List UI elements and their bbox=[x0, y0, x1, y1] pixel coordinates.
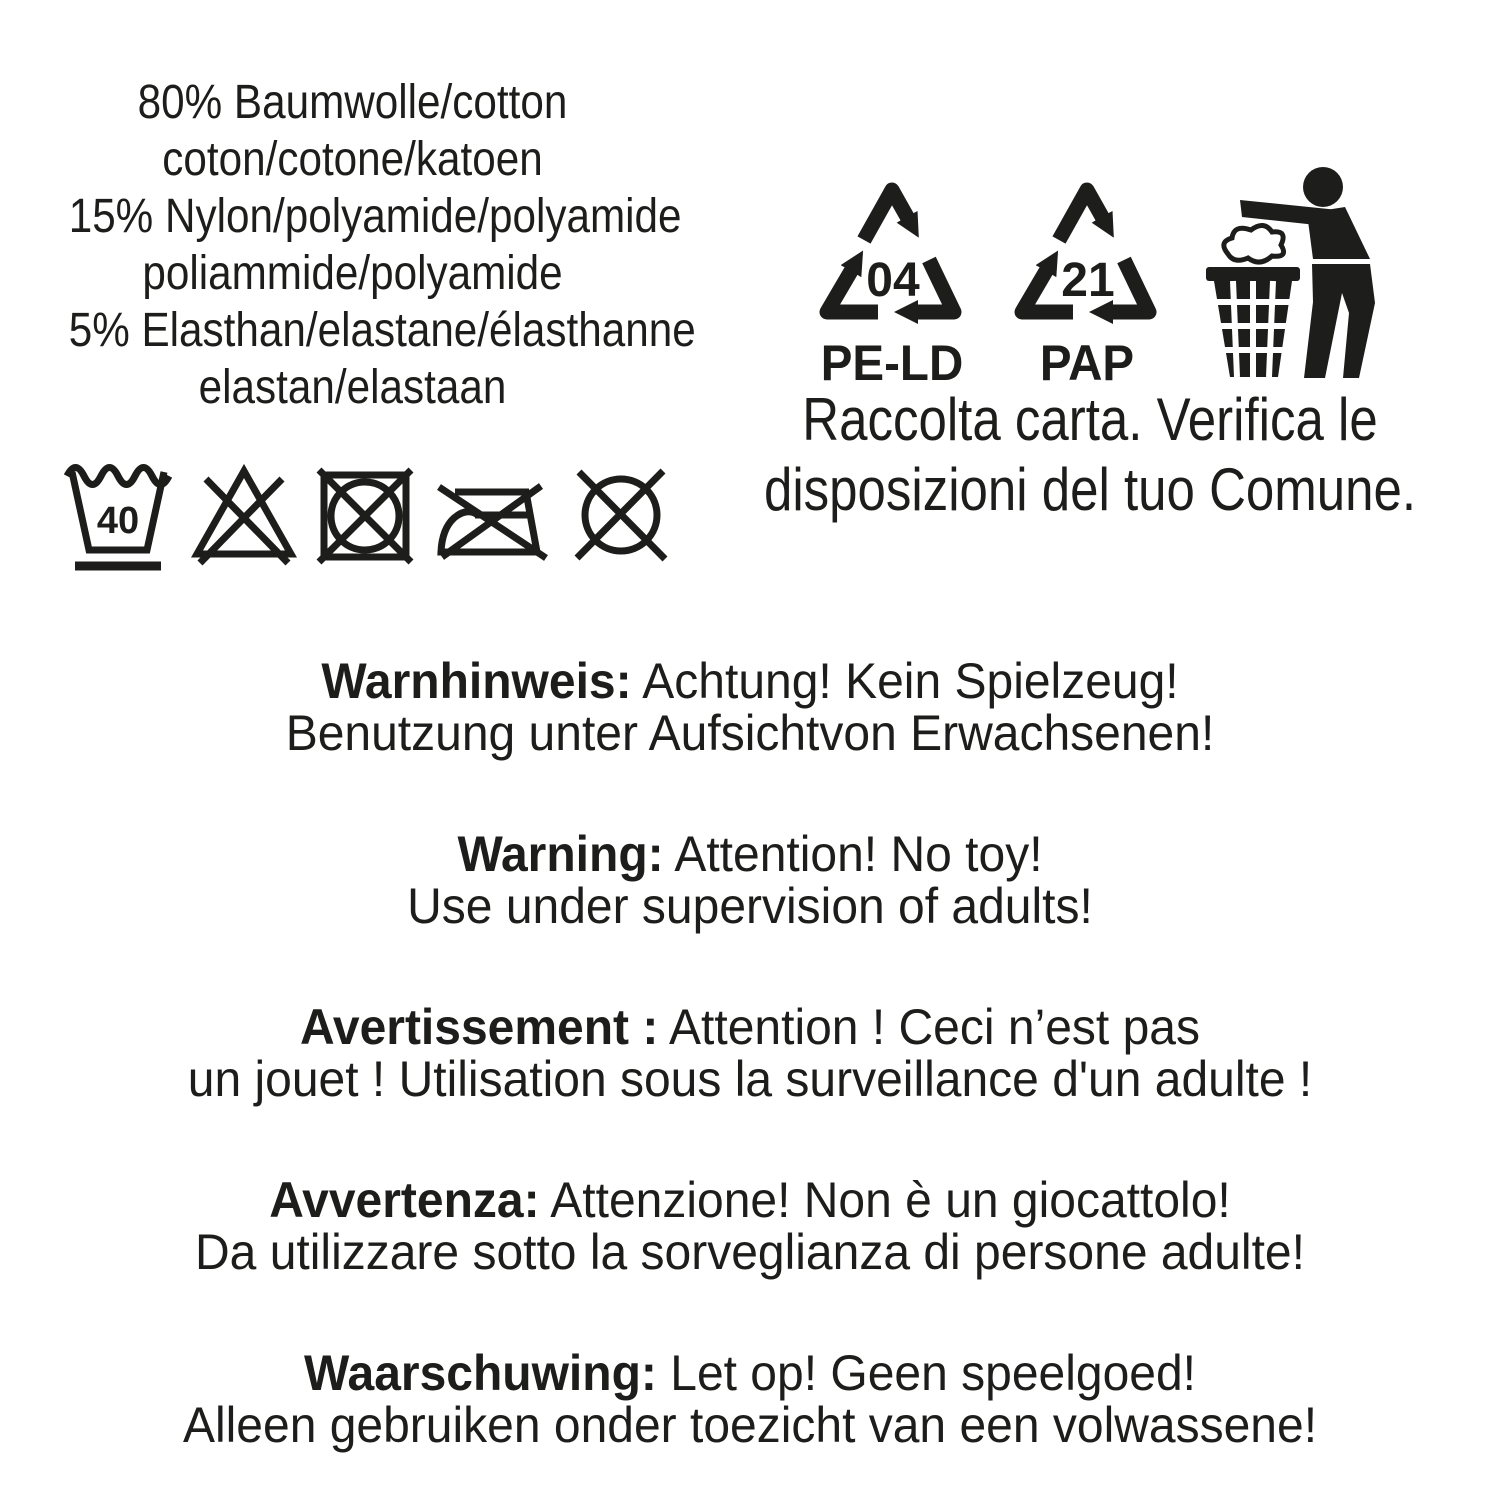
warning-english bbox=[30, 828, 1470, 932]
paper-collection-note bbox=[750, 385, 1430, 525]
do-not-tumble-dry-icon bbox=[314, 457, 416, 569]
composition-line: 15% Nylon/polyamide/polyamide bbox=[68, 190, 682, 243]
warning-line-1: Warnhinweis: Achtung! Kein Spielzeug! bbox=[321, 653, 1179, 709]
warning-lead: Avvertenza: bbox=[269, 1172, 540, 1228]
recycling-04-peld-icon bbox=[808, 168, 976, 344]
recycling-code-number: 04 bbox=[866, 254, 920, 307]
wash-temperature: 40 bbox=[96, 500, 140, 542]
recycling-material-label: PE-LD bbox=[820, 335, 964, 391]
warning-line-1: Warning: Attention! No toy! bbox=[457, 826, 1043, 882]
warning-line-1: Waarschuwing: Let op! Geen speelgoed! bbox=[303, 1345, 1197, 1401]
composition-line: 80% Baumwolle/cotton bbox=[137, 76, 568, 129]
recycling-code-number: 21 bbox=[1061, 254, 1115, 307]
care-symbols-row bbox=[62, 452, 674, 574]
wash-40-mild-icon bbox=[62, 452, 174, 574]
do-not-bleach-icon bbox=[191, 457, 297, 569]
do-not-dry-clean-icon bbox=[568, 457, 674, 569]
crumpled-paper-icon bbox=[1224, 225, 1284, 262]
warning-lead: Avertissement : bbox=[299, 999, 659, 1055]
warning-line-2: un jouet ! Utilisation sous la surveillance d'un adulte ! bbox=[187, 1051, 1313, 1107]
warning-line-2: Use under supervision of adults! bbox=[407, 878, 1093, 934]
composition-line: coton/cotone/katoen bbox=[162, 133, 543, 186]
warning-lead: Warning: bbox=[457, 826, 664, 882]
note-line: Raccolta carta. Verifica le bbox=[802, 386, 1378, 453]
warning-lead: Waarschuwing: bbox=[303, 1345, 657, 1401]
note-line: disposizioni del tuo Comune. bbox=[763, 456, 1417, 523]
warning-italian bbox=[30, 1174, 1470, 1278]
warning-line-1: Avvertenza: Attenzione! Non è un giocattolo! bbox=[269, 1172, 1231, 1228]
warning-line-2: Da utilizzare sotto la sorveglianza di persone adulte! bbox=[195, 1224, 1305, 1280]
composition-line: poliammide/polyamide bbox=[142, 247, 563, 300]
composition-line: 5% Elasthan/elastane/élasthanne bbox=[68, 304, 696, 357]
composition-line: elastan/elastaan bbox=[198, 361, 507, 414]
warning-line-2: Alleen gebruiken onder toezicht van een volwassene! bbox=[182, 1397, 1318, 1453]
warning-french bbox=[30, 1001, 1470, 1105]
recycling-material-label: PAP bbox=[1039, 335, 1135, 391]
recycling-21-pap-icon bbox=[1003, 168, 1171, 344]
warning-german bbox=[30, 655, 1470, 759]
warning-line-1: Avertissement : Attention ! Ceci n’est pas bbox=[299, 999, 1200, 1055]
warning-lead: Warnhinweis: bbox=[321, 653, 632, 709]
fibre-composition bbox=[68, 74, 696, 416]
do-not-iron-icon bbox=[433, 457, 551, 569]
tidyman-dispose-icon bbox=[1196, 150, 1480, 390]
warning-line-2: Benutzung unter Aufsichtvon Erwachsenen! bbox=[285, 705, 1215, 761]
warning-dutch bbox=[30, 1347, 1470, 1451]
